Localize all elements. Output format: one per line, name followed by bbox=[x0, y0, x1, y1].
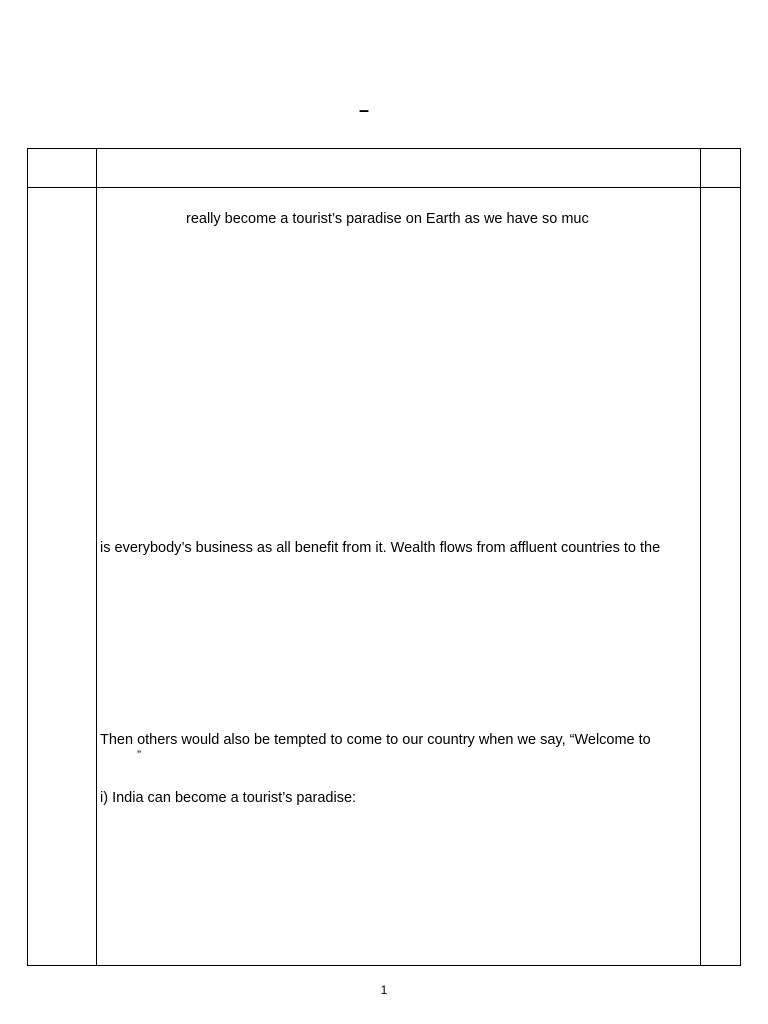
passage-closing-quote: ” bbox=[137, 748, 141, 762]
table-column-divider-left bbox=[96, 149, 97, 965]
table-header-row-divider bbox=[28, 187, 740, 188]
header-dash: – bbox=[358, 100, 369, 120]
passage-line-paradise: really become a tourist’s paradise on Earth as we have so muc bbox=[186, 211, 589, 227]
passage-line-welcome: Then others would also be tempted to come to our country when we say, “Welcome to bbox=[100, 732, 651, 748]
passage-line-business: is everybody’s business as all benefit from it. Wealth flows from affluent countries to the bbox=[100, 540, 661, 556]
table-column-divider-right bbox=[700, 149, 701, 965]
question-item-i: i) India can become a tourist’s paradise: bbox=[100, 790, 357, 806]
content-table bbox=[27, 148, 741, 966]
page-number: 1 bbox=[380, 983, 388, 997]
